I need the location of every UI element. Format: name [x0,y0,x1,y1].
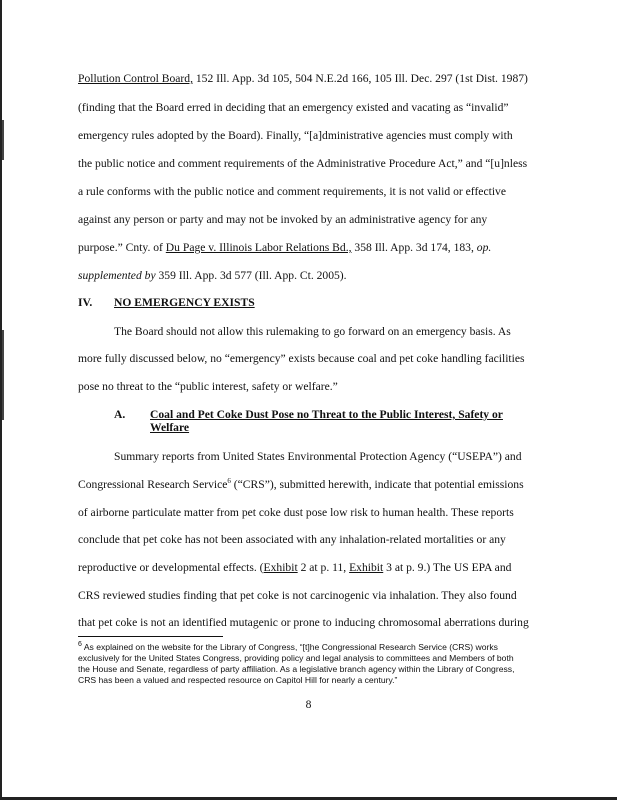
subsection-heading-line-2: Welfare [150,421,190,434]
text-run: 152 Ill. App. 3d 105, 504 N.E.2d 166, 105 Ill. Dec. 297 (1st Dist. 1987) [192,72,528,85]
text-run: purpose.” Cnty. of [78,241,166,254]
footnote-separator [78,636,223,637]
exhibit-reference: Exhibit [263,561,298,574]
section-heading: NO EMERGENCY EXISTS [114,296,255,309]
text-run: Congressional Research Service [78,478,228,491]
footnote-line-3: the House and Senate, regardless of party affiliation. As a legislative branch agency within the Library of Congress, [78,664,515,674]
footnote-reference[interactable]: 6 [227,477,231,486]
para2-line-1: The Board should not allow this rulemaking to go forward on an emergency basis. As [114,325,511,338]
scan-edge-mark [2,330,4,420]
case-citation: Pollution Control Board, [78,72,193,85]
para1-line-7 [78,241,491,255]
para3-line-5 [78,561,511,575]
para1-line-8 [78,269,347,283]
scan-edge-mark [2,120,4,160]
case-citation: Du Page v. Illinois Labor Relations Bd., [165,241,352,254]
exhibit-reference: Exhibit [349,561,384,574]
subsection-heading-line-1: Coal and Pet Coke Dust Pose no Threat to the Public Interest, Safety or [150,408,503,421]
text-run: 3 at p. 9.) The US EPA and [383,561,512,574]
para3-line-6: CRS reviewed studies finding that pet coke is not carcinogenic via inhalation. They also found [78,589,517,602]
para3-line-7: that pet coke is not an identified mutagenic or prone to inducing chromosomal aberrations during [78,616,529,629]
footnote-mark: 6 [78,641,82,649]
para1-line-5: a rule conforms with the public notice and comment requirements, it is not valid or effective [78,185,506,198]
para2-line-3: pose no threat to the “public interest, safety or welfare.” [78,380,338,393]
para1-line-1 [78,72,528,86]
text-run: 2 at p. 11, [297,561,350,574]
para2-line-2: more fully discussed below, no “emergency” exists because coal and pet coke handling facilities [78,352,525,365]
para3-line-4: conclude that pet coke has not been associated with any inhalation-related mortalities or any [78,533,506,546]
para3-line-3: of airborne particulate matter from pet coke dust pose low risk to human health. These reports [78,506,514,519]
text-run: 359 Ill. App. 3d 577 (Ill. App. Ct. 2005). [155,269,347,282]
para3-line-2 [78,478,524,492]
text-run: 358 Ill. App. 3d 174, 183, [351,241,477,254]
footnote-line-1 [78,642,498,653]
para1-line-3: emergency rules adopted by the Board). Finally, “[a]dministrative agencies must comply with [78,129,513,142]
italic-run: supplemented by [78,269,156,282]
subsection-letter: A. [114,408,126,421]
text-run: As explained on the website for the Library of Congress, “[t]he Congressional Research Service (CRS) works [81,642,498,652]
para3-line-1: Summary reports from United States Environmental Protection Agency (“USEPA”) and [114,450,522,463]
italic-run: op. [476,241,492,254]
page-number: 8 [305,698,312,711]
text-run: (“CRS”), submitted herewith, indicate that potential emissions [230,478,524,491]
text-run: reproductive or developmental effects. ( [78,561,264,574]
para1-line-2: (finding that the Board erred in deciding that an emergency existed and vacating as “invalid” [78,101,509,114]
footnote-line-2: exclusively for the United States Congress, providing policy and legal analysis to committees and Members of both [78,653,514,663]
footnote-line-4: CRS has been a valued and respected resource on Capitol Hill for nearly a century.” [78,675,398,685]
para1-line-4: the public notice and comment requirements of the Administrative Procedure Act,” and “[u]nless [78,157,528,170]
para1-line-6: against any person or party and may not be invoked by an administrative agency for any [78,213,488,226]
section-number: IV. [78,296,93,309]
